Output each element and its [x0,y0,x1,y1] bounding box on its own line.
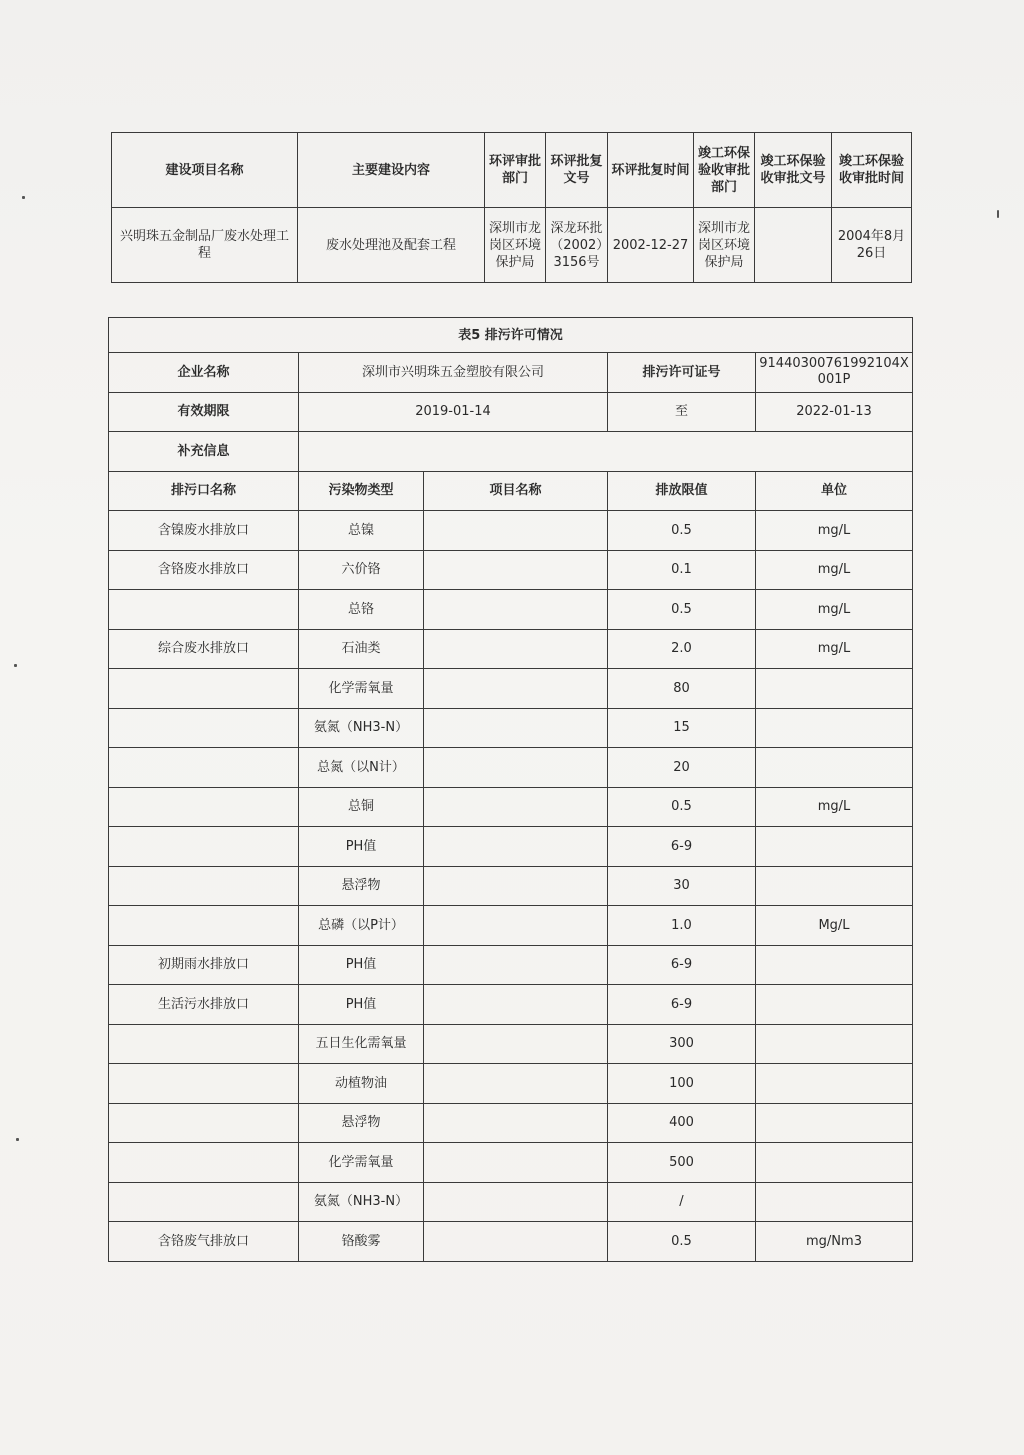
table-row [109,1182,913,1222]
header-eia-date: 环评批复时间 [608,133,694,208]
table-row [109,985,913,1025]
outlet-name [109,1103,299,1143]
scan-speck [22,196,25,199]
emission-limit: 0.5 [608,1222,756,1262]
outlet-name [109,906,299,946]
emission-limit: 0.1 [608,550,756,590]
emission-limit: 300 [608,1024,756,1064]
pollutant-type: 总氮（以N计） [299,748,424,788]
pollutant-type: 石油类 [299,629,424,669]
item-name [424,1103,608,1143]
item-name [424,945,608,985]
valid-to-label: 至 [608,392,756,432]
item-name [424,1182,608,1222]
item-name [424,985,608,1025]
acceptance-doc-no [755,208,832,283]
outlet-name: 生活污水排放口 [109,985,299,1025]
valid-to: 2022-01-13 [756,392,913,432]
emission-limit: 100 [608,1064,756,1104]
permit-table-title: 表5 排污许可情况 [109,318,913,353]
table-row [109,866,913,906]
item-name [424,590,608,630]
pollutant-type: 六价铬 [299,550,424,590]
unit: mg/Nm3 [756,1222,913,1262]
item-name [424,629,608,669]
emission-limit: 20 [608,748,756,788]
item-name [424,1222,608,1262]
item-name [424,550,608,590]
outlet-name [109,748,299,788]
header-eia-dept: 环评审批部门 [485,133,546,208]
project-approval-table [111,132,912,283]
outlet-name [109,708,299,748]
table-row [109,906,913,946]
table-row [109,669,913,709]
emission-limit: 2.0 [608,629,756,669]
outlet-name [109,669,299,709]
unit: Mg/L [756,906,913,946]
main-content: 废水处理池及配套工程 [298,208,485,283]
scan-speck [16,1138,19,1141]
table-row [109,629,913,669]
unit [756,1143,913,1183]
valid-label: 有效期限 [109,392,299,432]
pollutant-type: 悬浮物 [299,1103,424,1143]
emission-limit: / [608,1182,756,1222]
header-acceptance-date: 竣工环保验收审批时间 [832,133,912,208]
eia-date: 2002-12-27 [608,208,694,283]
unit: mg/L [756,629,913,669]
eia-doc-no: 深龙环批（2002）3156号 [546,208,608,283]
col-item: 项目名称 [424,471,608,511]
header-eia-doc-no: 环评批复文号 [546,133,608,208]
outlet-name: 综合废水排放口 [109,629,299,669]
permit-title-row [109,318,913,353]
pollutant-type: 动植物油 [299,1064,424,1104]
acceptance-dept: 深圳市龙岗区环境保护局 [694,208,755,283]
table-row [109,1103,913,1143]
unit [756,1064,913,1104]
item-name [424,1143,608,1183]
unit [756,1103,913,1143]
emission-limit: 0.5 [608,787,756,827]
table-row [109,748,913,788]
item-name [424,787,608,827]
table-row [109,1222,913,1262]
supplement-row [109,432,913,472]
table-row [109,708,913,748]
acceptance-date: 2004年8月26日 [832,208,912,283]
col-limit: 排放限值 [608,471,756,511]
valid-from: 2019-01-14 [299,392,608,432]
col-pollutant: 污染物类型 [299,471,424,511]
outlet-name: 含镍废水排放口 [109,511,299,551]
permit-no-label: 排污许可证号 [608,353,756,393]
item-name [424,906,608,946]
pollutant-type: 化学需氧量 [299,1143,424,1183]
emission-limit: 6-9 [608,827,756,867]
permit-no-value: 91440300761992104X001P [756,353,913,393]
item-name [424,708,608,748]
table-row [109,1064,913,1104]
table-row [109,787,913,827]
unit [756,1024,913,1064]
unit: mg/L [756,511,913,551]
emission-limit: 0.5 [608,511,756,551]
emission-limit: 80 [608,669,756,709]
pollutant-type: 总铬 [299,590,424,630]
outlet-name [109,827,299,867]
unit [756,1182,913,1222]
pollutant-type: 五日生化需氧量 [299,1024,424,1064]
project-name: 兴明珠五金制品厂废水处理工程 [112,208,298,283]
item-name [424,669,608,709]
item-name [424,866,608,906]
pollutant-type: 悬浮物 [299,866,424,906]
discharge-permit-table [108,317,913,1262]
pollutant-type: 氨氮（NH3-N） [299,1182,424,1222]
header-project-name: 建设项目名称 [112,133,298,208]
project-header-row [112,133,912,208]
outlet-name: 含铬废水排放口 [109,550,299,590]
outlet-name: 含铬废气排放口 [109,1222,299,1262]
outlet-name [109,787,299,827]
outlet-name [109,1143,299,1183]
col-outlet: 排污口名称 [109,471,299,511]
project-data-row [112,208,912,283]
emission-limit: 30 [608,866,756,906]
emission-limit: 15 [608,708,756,748]
supplement-label: 补充信息 [109,432,299,472]
table-row [109,827,913,867]
columns-header-row [109,471,913,511]
unit [756,945,913,985]
pollutant-type: 总铜 [299,787,424,827]
header-acceptance-dept: 竣工环保验收审批部门 [694,133,755,208]
emission-limit: 500 [608,1143,756,1183]
table-row [109,550,913,590]
company-label: 企业名称 [109,353,299,393]
outlet-name [109,1064,299,1104]
emission-limit: 0.5 [608,590,756,630]
unit [756,748,913,788]
pollutant-type: 化学需氧量 [299,669,424,709]
unit [756,708,913,748]
emission-limit: 400 [608,1103,756,1143]
outlet-name [109,590,299,630]
supplement-value [299,432,913,472]
outlet-name [109,866,299,906]
pollutant-type: 铬酸雾 [299,1222,424,1262]
unit [756,985,913,1025]
item-name [424,1024,608,1064]
pollutant-type: PH值 [299,945,424,985]
scan-speck [14,664,17,667]
emission-limit: 6-9 [608,985,756,1025]
pollutant-type: 氨氮（NH3-N） [299,708,424,748]
unit [756,866,913,906]
item-name [424,748,608,788]
table-row [109,1143,913,1183]
table-row [109,511,913,551]
outlet-name: 初期雨水排放口 [109,945,299,985]
unit: mg/L [756,550,913,590]
pollutant-type: PH值 [299,827,424,867]
header-main-content: 主要建设内容 [298,133,485,208]
emission-limit: 1.0 [608,906,756,946]
unit: mg/L [756,590,913,630]
table-row [109,590,913,630]
validity-row [109,392,913,432]
company-value: 深圳市兴明珠五金塑胶有限公司 [299,353,608,393]
company-row [109,353,913,393]
pollutant-type: 总磷（以P计） [299,906,424,946]
eia-dept: 深圳市龙岗区环境保护局 [485,208,546,283]
header-acceptance-doc-no: 竣工环保验收审批文号 [755,133,832,208]
scan-speck [997,210,999,218]
table-row [109,945,913,985]
unit [756,827,913,867]
outlet-name [109,1024,299,1064]
outlet-name [109,1182,299,1222]
item-name [424,827,608,867]
pollutant-type: 总镍 [299,511,424,551]
pollutant-type: PH值 [299,985,424,1025]
col-unit: 单位 [756,471,913,511]
item-name [424,511,608,551]
table-row [109,1024,913,1064]
item-name [424,1064,608,1104]
unit: mg/L [756,787,913,827]
emission-limit: 6-9 [608,945,756,985]
unit [756,669,913,709]
